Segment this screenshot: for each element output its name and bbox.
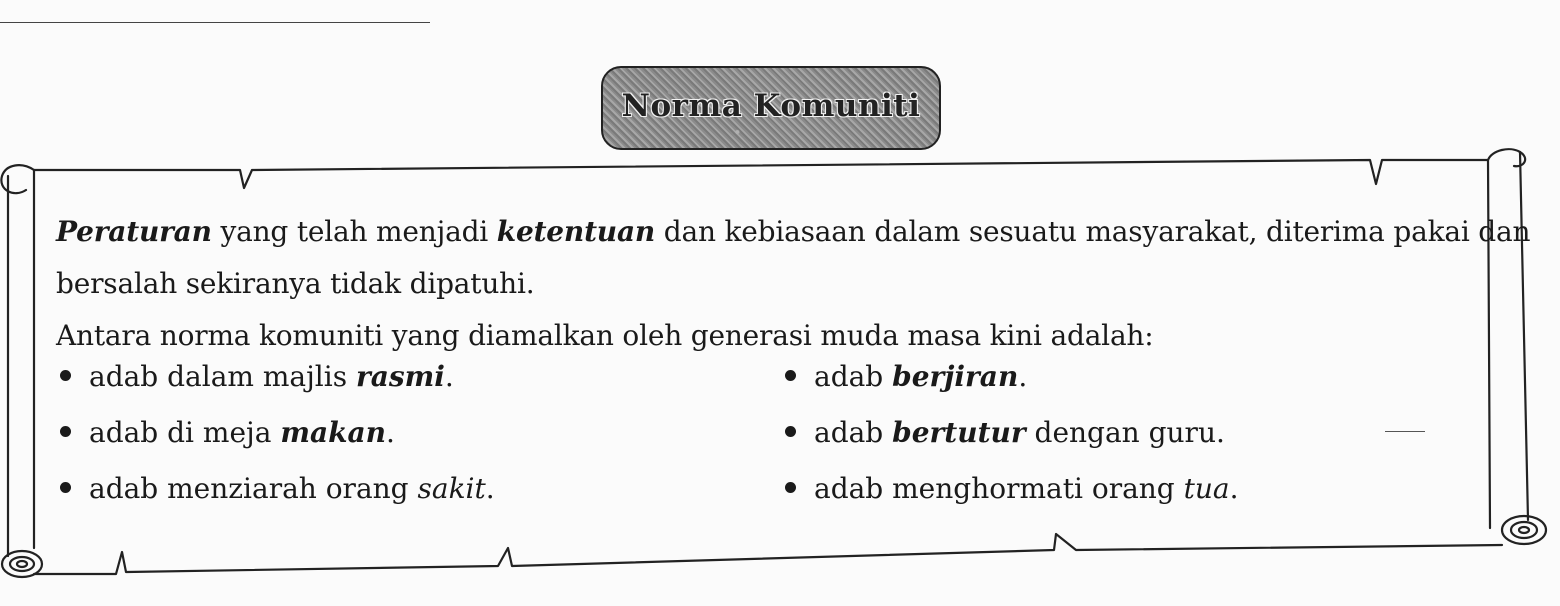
definition-text-2: yang telah menjadi xyxy=(211,215,497,248)
definition-block xyxy=(56,206,1531,362)
intro-line: Antara norma komuniti yang diamalkan oleh generasi muda masa kini adalah: xyxy=(56,319,1154,352)
list-item xyxy=(60,472,495,505)
bullet-icon xyxy=(785,482,796,493)
title-badge xyxy=(601,66,941,150)
list-item xyxy=(785,416,1225,449)
item-text: adab menziarah orang xyxy=(89,472,418,505)
stray-mark-line xyxy=(1385,431,1425,432)
bullet-icon xyxy=(60,482,71,493)
item-text: adab dalam majlis xyxy=(89,360,356,393)
bullet-icon xyxy=(785,370,796,381)
item-emphasis: bertutur xyxy=(892,416,1026,449)
list-item xyxy=(60,416,395,449)
item-emphasis: rasmi xyxy=(355,360,445,393)
definition-keyword-2: ketentuan xyxy=(496,215,656,248)
item-suffix: . xyxy=(485,472,495,505)
item-emphasis: berjiran xyxy=(892,360,1019,393)
item-text: adab xyxy=(814,416,893,449)
definition-keyword-1: Peraturan xyxy=(56,215,212,248)
list-item xyxy=(785,472,1239,505)
item-text: adab di meja xyxy=(89,416,281,449)
item-suffix: . xyxy=(385,416,395,449)
definition-text-4: dan kebiasaan dalam sesuatu masyarakat, diterima pakai dan xyxy=(655,215,1531,248)
page-title: Norma Komuniti xyxy=(621,88,921,124)
item-emphasis: sakit xyxy=(417,472,486,505)
item-suffix: . xyxy=(1229,472,1239,505)
definition-line-1 xyxy=(56,206,1531,258)
item-suffix: . xyxy=(1018,360,1028,393)
definition-line-2: bersalah sekiranya tidak dipatuhi. xyxy=(56,267,535,300)
item-suffix: dengan guru. xyxy=(1025,416,1225,449)
bullet-icon xyxy=(60,426,71,437)
item-emphasis: makan xyxy=(280,416,386,449)
list-item xyxy=(785,360,1027,393)
bullet-icon xyxy=(60,370,71,381)
item-emphasis: tua xyxy=(1183,472,1230,505)
item-text: adab xyxy=(814,360,893,393)
bullet-icon xyxy=(785,426,796,437)
item-text: adab menghormati orang xyxy=(814,472,1184,505)
item-suffix: . xyxy=(444,360,454,393)
list-item xyxy=(60,360,454,393)
